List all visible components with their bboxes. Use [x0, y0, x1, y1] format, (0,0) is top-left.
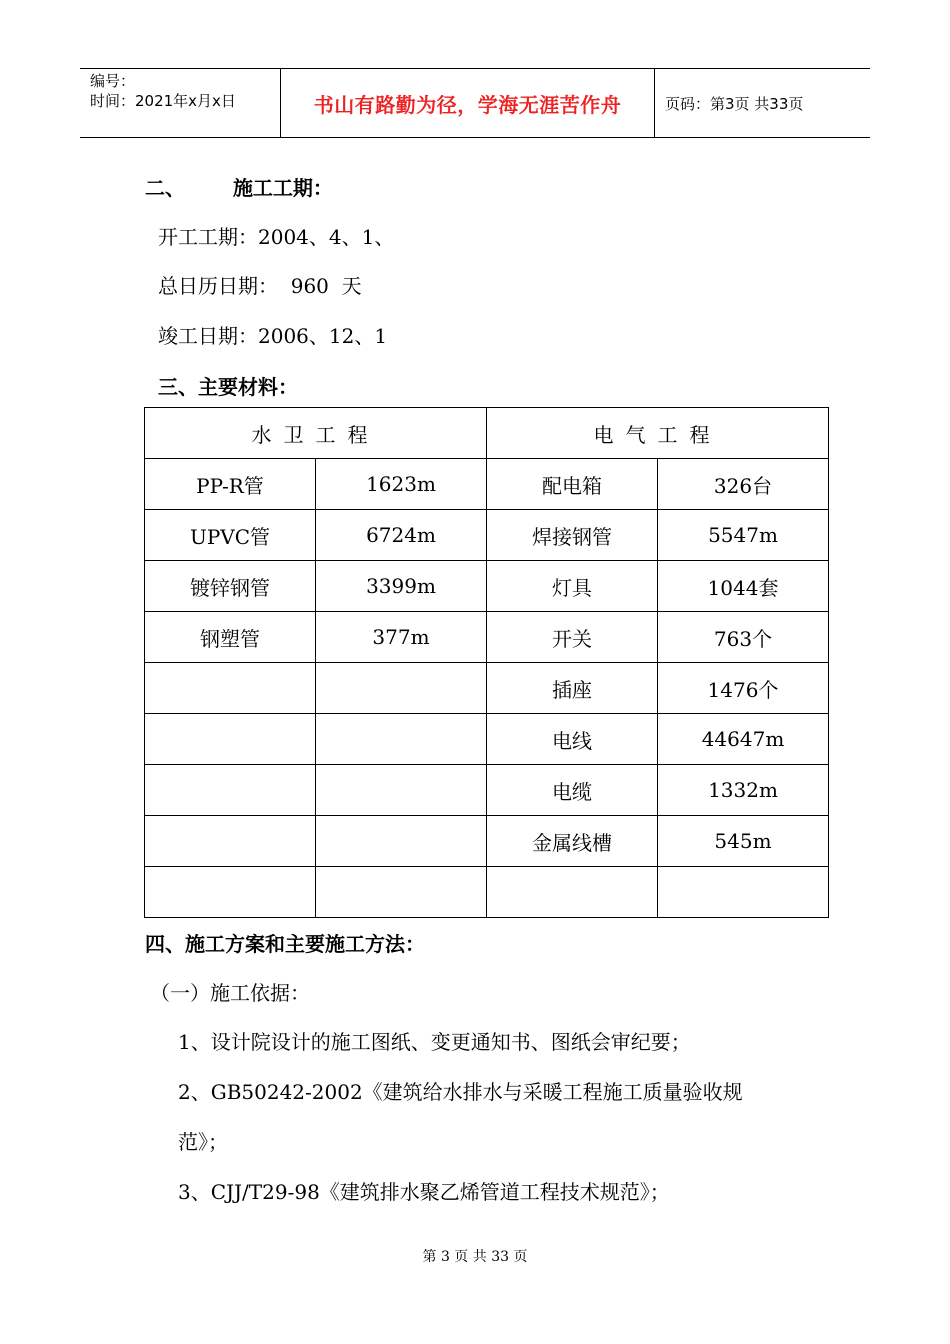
section3-title: 三、主要材料：: [158, 375, 298, 399]
basis-item-2-cont: 范》；: [178, 1130, 228, 1154]
plumbing-qty: [316, 816, 487, 867]
plumbing-item: [145, 663, 316, 714]
electrical-qty: 1476个: [658, 663, 829, 714]
table-row: [145, 663, 829, 714]
electrical-item: 电线: [487, 714, 658, 765]
page-header: [80, 68, 870, 138]
electrical-qty: 763个: [658, 612, 829, 663]
header-electrical: 电气工程: [487, 408, 829, 459]
basis-heading: （一）施工依据：: [150, 981, 310, 1005]
table-row: [145, 816, 829, 867]
table-row: [145, 510, 829, 561]
electrical-qty: 5547m: [658, 510, 829, 561]
table-row: [145, 765, 829, 816]
electrical-qty: 1332m: [658, 765, 829, 816]
table-row: [145, 459, 829, 510]
section4-title: 四、施工方案和主要施工方法：: [145, 932, 425, 956]
plumbing-qty: [316, 765, 487, 816]
plumbing-qty: [316, 867, 487, 918]
header-number: 编号：: [90, 72, 136, 90]
electrical-item: 金属线槽: [487, 816, 658, 867]
header-meta: [80, 69, 281, 137]
electrical-item: [487, 867, 658, 918]
plumbing-item: [145, 765, 316, 816]
table-row: [145, 612, 829, 663]
header-plumbing: 水卫工程: [145, 408, 487, 459]
electrical-item: 电缆: [487, 765, 658, 816]
plumbing-item: [145, 816, 316, 867]
plumbing-item: 钢塑管: [145, 612, 316, 663]
start-date: 开工工期：2004、4、1、: [158, 225, 395, 249]
electrical-qty: 545m: [658, 816, 829, 867]
header-page-info: 页码：第3页 共33页: [665, 94, 804, 113]
electrical-item: 开关: [487, 612, 658, 663]
plumbing-item: [145, 867, 316, 918]
page-footer: 第 3 页 共 33 页: [422, 1249, 528, 1265]
plumbing-qty: [316, 663, 487, 714]
basis-item-3: 3、CJJ/T29-98《建筑排水聚乙烯管道工程技术规范》；: [178, 1180, 670, 1204]
header-motto-cell: [281, 69, 655, 137]
plumbing-item: UPVC管: [145, 510, 316, 561]
electrical-qty: 326台: [658, 459, 829, 510]
basis-item-2: 2、GB50242-2002《建筑给水排水与采暖工程施工质量验收规: [178, 1080, 743, 1104]
table-row: [145, 714, 829, 765]
electrical-item: 焊接钢管: [487, 510, 658, 561]
end-date: 竣工日期：2006、12、1: [158, 324, 388, 348]
materials-table: [144, 407, 829, 918]
electrical-item: 配电箱: [487, 459, 658, 510]
plumbing-qty: 3399m: [316, 561, 487, 612]
electrical-item: 灯具: [487, 561, 658, 612]
plumbing-item: 镀锌钢管: [145, 561, 316, 612]
electrical-qty: 44647m: [658, 714, 829, 765]
plumbing-qty: 377m: [316, 612, 487, 663]
plumbing-qty: 6724m: [316, 510, 487, 561]
table-header-row: [145, 408, 829, 459]
plumbing-qty: [316, 714, 487, 765]
header-time: 时间：2021年x月x日: [90, 92, 236, 110]
basis-item-1: 1、设计院设计的施工图纸、变更通知书、图纸会审纪要；: [178, 1030, 691, 1054]
table-row: [145, 867, 829, 918]
electrical-item: 插座: [487, 663, 658, 714]
header-motto: 书山有路勤为径，学海无涯苦作舟: [313, 92, 622, 117]
total-days: 总日历日期： 960 天: [158, 274, 362, 298]
plumbing-qty: 1623m: [316, 459, 487, 510]
section2-heading: 施工工期：: [232, 176, 333, 200]
section2-title: [145, 172, 333, 201]
table-row: [145, 561, 829, 612]
section2-number: 二、: [145, 176, 185, 200]
plumbing-item: [145, 714, 316, 765]
electrical-qty: [658, 867, 829, 918]
plumbing-item: PP-R管: [145, 459, 316, 510]
electrical-qty: 1044套: [658, 561, 829, 612]
